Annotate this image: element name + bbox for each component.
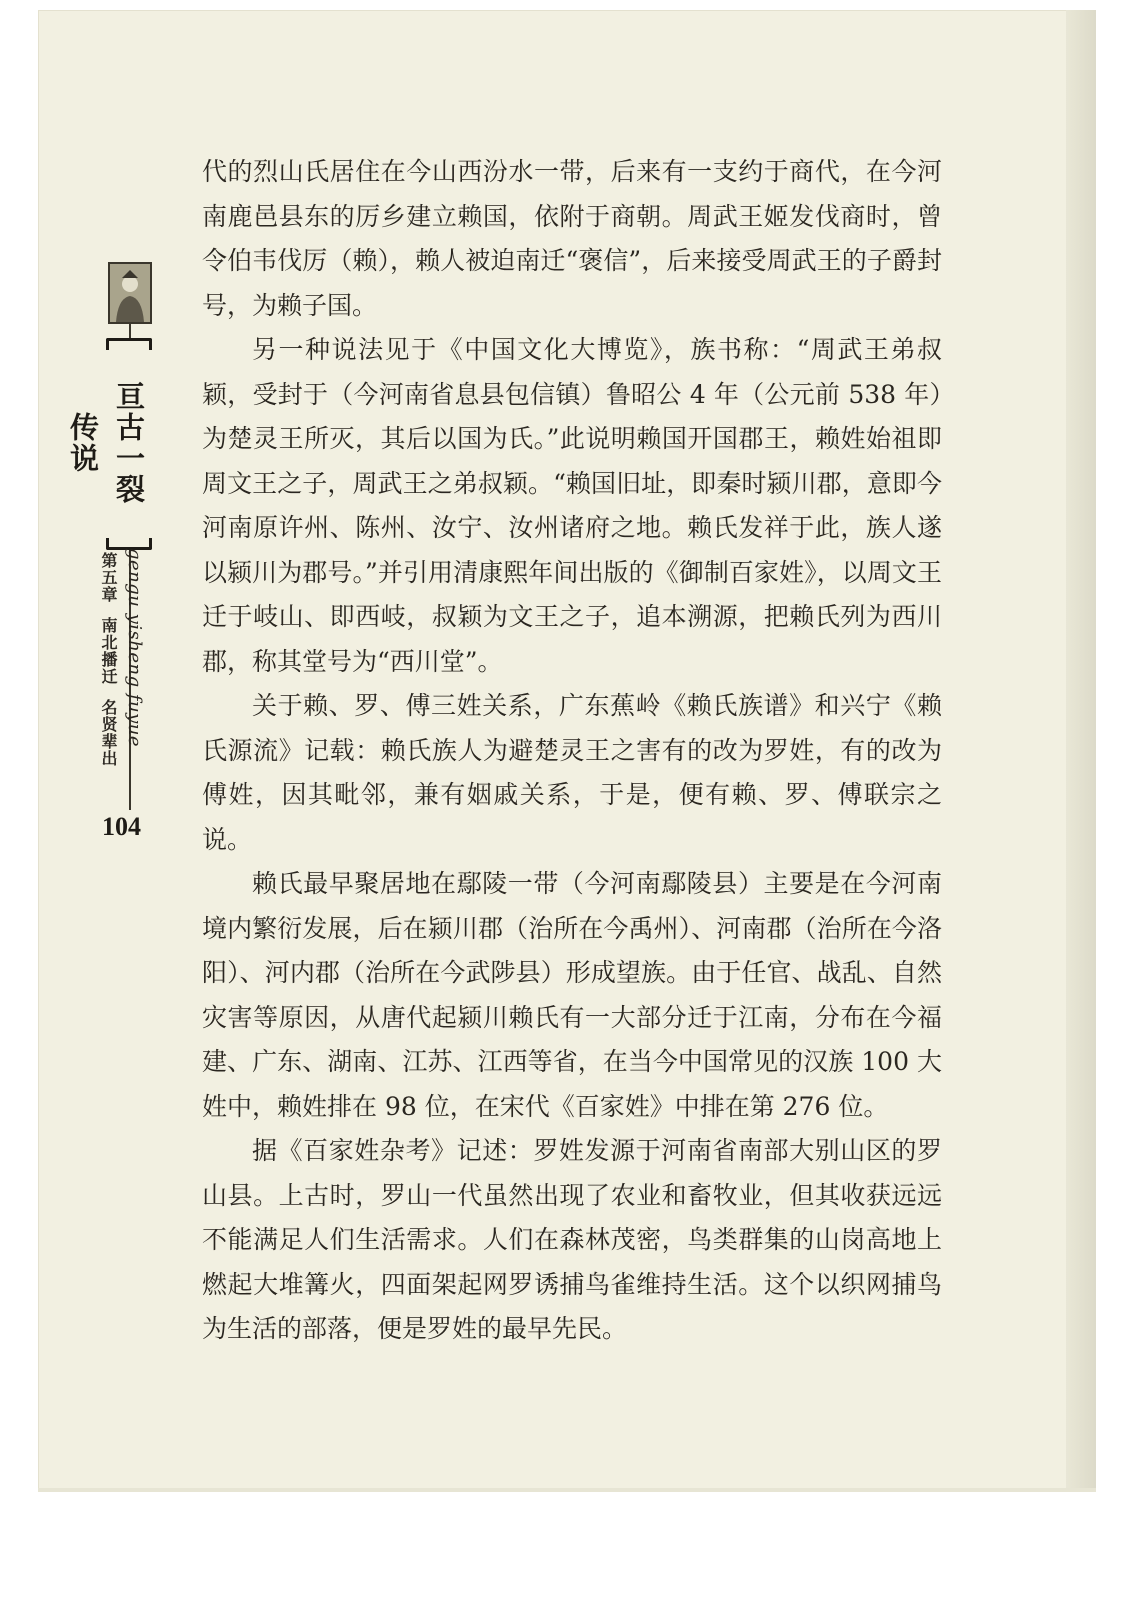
paragraph: 另一种说法见于《中国文化大博览》，族书称：“周武王弟叔颖，受封于（今河南省息县包信镇）鲁昭公 4 年（公元前 538 年）为楚灵王所灭，其后以国为氏。”此说明赖国开国郡王，赖姓始祖即周文王之子，周武王之弟叔颖。“赖国旧址，即秦时颍川郡，意即今河南原许州、陈州、汝宁、汝州诸府之地。赖氏发祥于此，族人遂以颍川为郡号。”并引用清康熙年间出版的《御制百家姓》，以周文王迁于岐山、即西岐，叔颖为文王之子，追本溯源，把赖氏列为西川郡，称其堂号为“西川堂”。 — [202, 335, 942, 676]
paragraph: 据《百家姓杂考》记述：罗姓发源于河南省南部大别山区的罗山县。上古时，罗山一代虽然出现了农业和畜牧业，但其收获远远不能满足人们生活需求。人们在森林茂密，鸟类群集的山岗高地上燃起大堆篝火，四面架起网罗诱捕鸟雀维持生活。这个以织网捕鸟为生活的部落，便是罗姓的最早先民。 — [202, 1136, 942, 1343]
paragraph: 关于赖、罗、傅三姓关系，广东蕉岭《赖氏族谱》和兴宁《赖氏源流》记载：赖氏族人为避楚灵王之害有的改为罗姓，有的改为傅姓，因其毗邻，兼有姻戚关系，于是，便有赖、罗、傅联宗之说。 — [202, 691, 942, 854]
chapter-title-part2: 名贤辈出 — [99, 699, 118, 767]
page-number: 104 — [102, 812, 141, 841]
book-title: 亘古一裂 传说 — [66, 381, 146, 505]
chapter-heading — [96, 552, 120, 767]
chapter-label: 第五章 — [99, 552, 118, 603]
sidebar-rule — [129, 324, 131, 338]
paragraph: 赖氏最早聚居地在鄢陵一带（今河南鄢陵县）主要是在今河南境内繁衍发展，后在颍川郡（治所在今禹州）、河南郡（治所在今洛阳）、河内郡（治所在今武陟县）形成望族。由于任官、战乱、自然灾害等原因，从唐代起颍川赖氏有一大部分迁于江南，分布在今福建、广东、湖南、江苏、江西等省，在当今中国常见的汉族 100 大姓中，赖姓排在 98 位，在宋代《百家姓》中排在第 276 位。 — [202, 869, 942, 1121]
chapter-title-part1: 南北播迁 — [99, 617, 118, 685]
portrait-icon — [108, 262, 152, 324]
pinyin-title: gengu yisheng fuyue — [124, 548, 145, 748]
paragraph: 代的烈山氏居住在今山西汾水一带，后来有一支约于商代，在今河南鹿邑县东的厉乡建立赖国，依附于商朝。周武王姬发伐商时，曾令伯韦伐厉（赖），赖人被迫南迁“褒信”，后来接受周武王的子爵封号，为赖子国。 — [202, 157, 942, 320]
page-bottom-edge — [38, 1488, 1096, 1492]
sidebar-rule — [129, 774, 131, 810]
body-text — [202, 150, 942, 1352]
page-edge — [1066, 10, 1096, 1490]
